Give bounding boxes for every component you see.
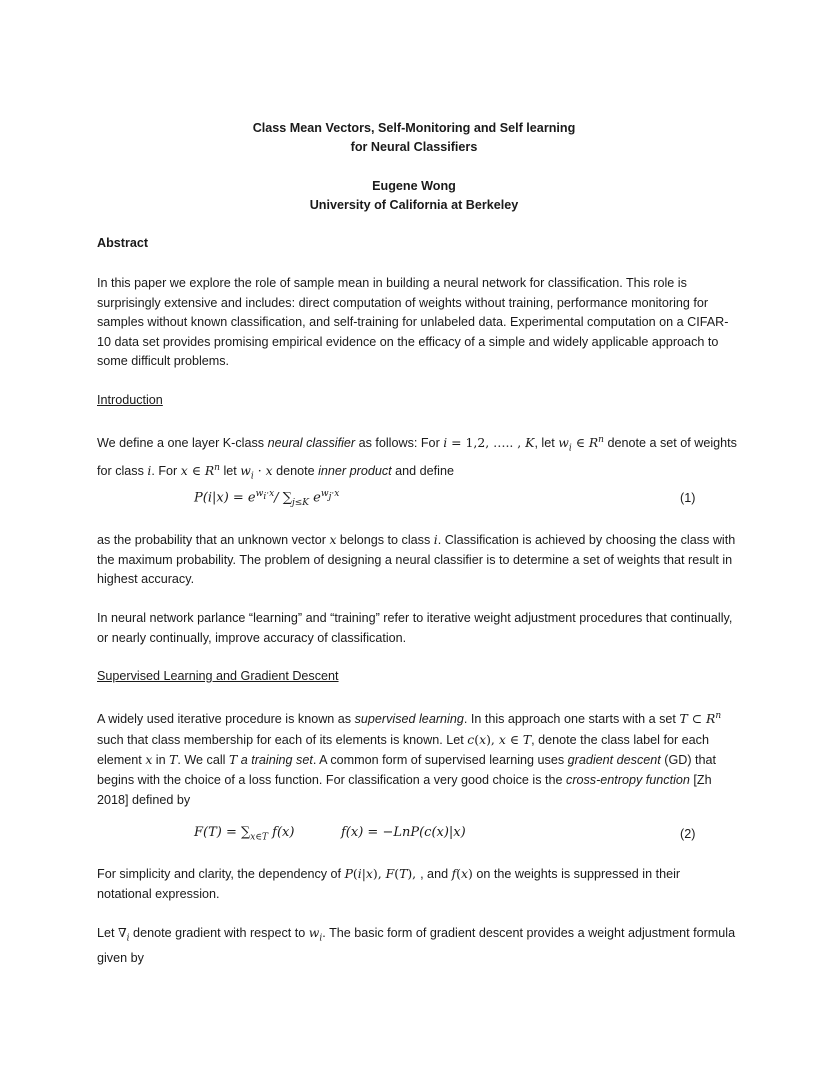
introduction-heading: Introduction [97, 393, 163, 407]
author-affiliation: University of California at Berkeley [309, 198, 519, 212]
author-block [0, 177, 828, 215]
introduction-paragraph-1: We define a one layer K-class neural classifier as follows: For i = 1,2, ….. , K, let $w_i$ ∈ $R^n$ denote a set of weights for class i. For x ∈ $R^n$ let $w_i \cdot x$ denote inner product and define [97, 435, 737, 482]
equation-2-number: (2) [680, 827, 696, 841]
introduction-paragraph-3: In neural network parlance “learning” and “training” refer to iterative weight adjustment procedures that continually, or nearly continually, improve accuracy of classification. [97, 611, 733, 645]
equation-2-right: f(x) = −LnP(c(x)|x) [341, 825, 466, 840]
author-name: Eugene Wong [372, 179, 456, 193]
title-line-2: for Neural Classifiers [350, 140, 478, 154]
equation-2-left: $F(T) = \sum_{x\in T}$ f(x) [194, 825, 295, 843]
introduction-paragraph-2: as the probability that an unknown vector x belongs to class i. Classification is achieved by choosing the class with the maximum probability. The problem of designing a neural classifier is to determine a set of weights that result in highest accuracy. [97, 532, 736, 587]
title-line-1: Class Mean Vectors, Self-Monitoring and Self learning [252, 121, 576, 135]
abstract-heading: Abstract [97, 236, 149, 250]
equation-1-number: (1) [680, 491, 696, 505]
supervised-paragraph-2: For simplicity and clarity, the dependency of P(i|x), F(T), , and f(x) on the weights is suppressed in their notational expression. [97, 866, 681, 901]
supervised-paragraph-3: Let $\nabla_i$ denote gradient with respect to $w_i$. The basic form of gradient descent provides a weight adjustment formula given by [97, 925, 736, 966]
supervised-paragraph-1: A widely used iterative procedure is known as supervised learning. In this approach one starts with a set T ⊂ $R^n$ such that class membership for each of its elements is known. Let c(x), x ∈ T, denote the class label for each element x in T. We call T a training set. A common form of supervised learning uses gradient descent (GD) that begins with the choice of a loss function. For classification a very good choice is the cross-entropy function [Zh 2018] defined by [97, 711, 722, 807]
abstract-text: In this paper we explore the role of sample mean in building a neural network for classification. This role is surprisingly extensive and includes: direct computation of weights without training, performance monitoring for samples without known classification, and self-training for unlabeled data. Experimental computation on a CIFAR-10 data set provides promising empirical evidence on the efficacy of a simple and widely applicable approach to some difficult problems. [97, 276, 729, 369]
supervised-heading: Supervised Learning and Gradient Descent [97, 669, 339, 683]
paper-title [0, 119, 828, 157]
equation-1: $P(i|x) = e^{w_i\cdot x}/$ $\sum_{j\le K}$ $e^{w_j\cdot x}$ [194, 489, 340, 508]
